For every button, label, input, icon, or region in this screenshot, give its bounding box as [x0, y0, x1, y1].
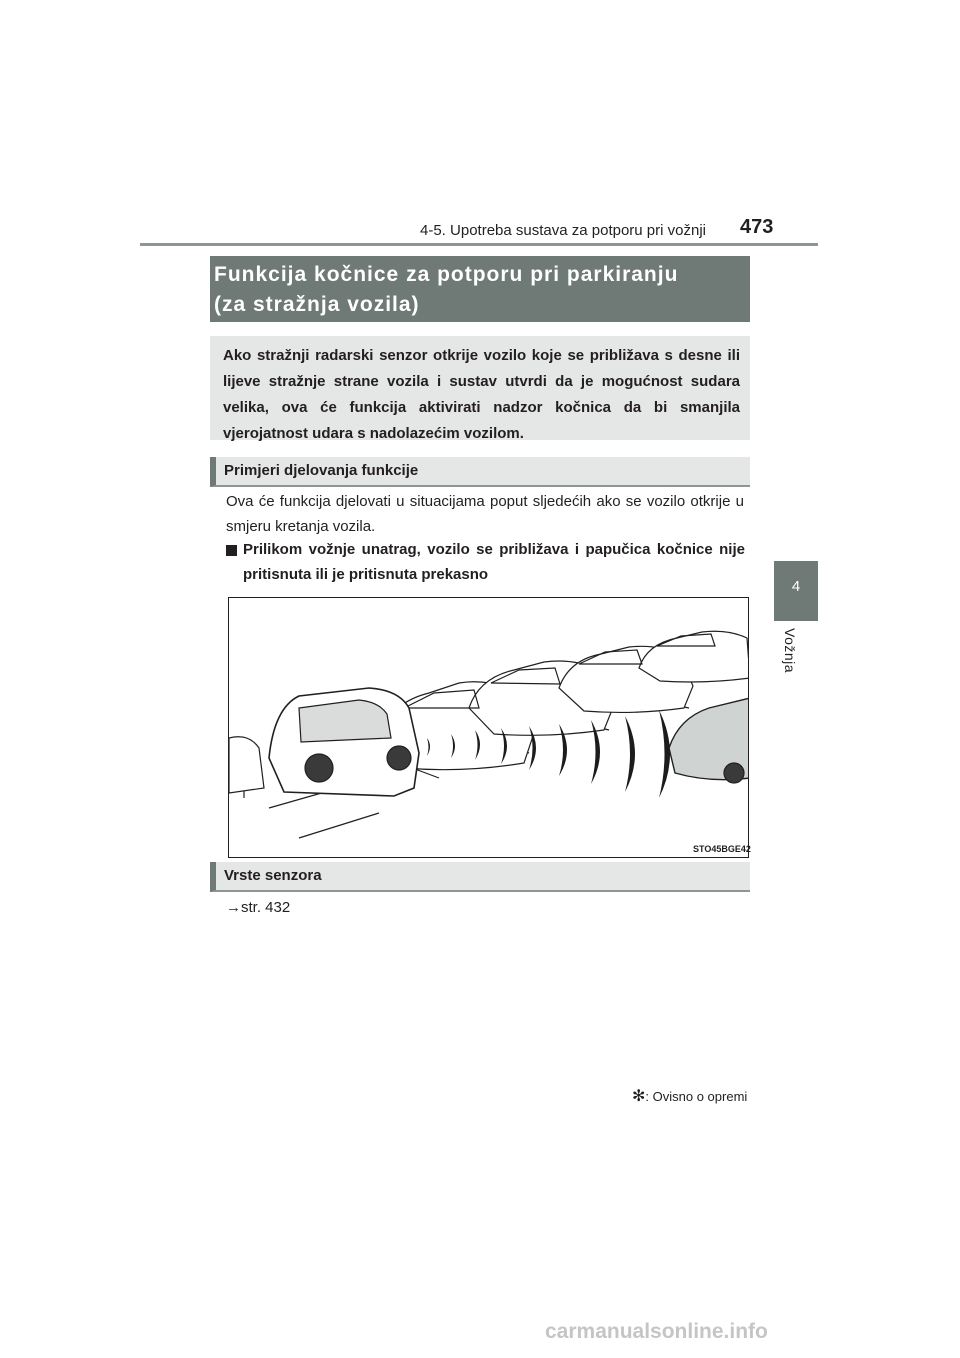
chapter-tab-number: 4: [791, 578, 801, 595]
footnote: [632, 1086, 747, 1106]
section-title-line2: (za stražnja vozila): [214, 293, 420, 316]
examples-body: Ova će funkcija djelovati u situacijama poput sljedećih ako se vozilo otkrije u smjeru kretanja vozila.: [226, 493, 744, 535]
parking-scene-svg: [229, 598, 749, 858]
chapter-tab-label: Vožnja: [782, 628, 798, 674]
bullet-text: Prilikom vožnje unatrag, vozilo se približava i papučica kočnice nije pritisnuta ili je pritisnuta prekasno: [243, 541, 745, 583]
section-title: [210, 256, 750, 322]
asterisk-icon: ✻: [632, 1088, 646, 1105]
watermark: carmanualsonline.info: [545, 1320, 768, 1343]
sensors-heading: Vrste senzora: [210, 862, 750, 892]
header-divider: [140, 243, 818, 246]
figure-code: STO45BGE42: [693, 844, 751, 854]
parking-illustration: [228, 597, 749, 858]
footnote-text: : Ovisno o opremi: [645, 1089, 748, 1104]
examples-heading: Primjeri djelovanja funkcije: [210, 457, 750, 487]
chapter-header: 4-5. Upotreba sustava za potporu pri vožnji: [420, 222, 706, 239]
intro-summary: Ako stražnji radarski senzor otkrije vozilo koje se približava s desne ili lijeve stražnje strane vozila i sustav utvrdi da je mogućnost sudara velika, ova će funkcija aktivirati nadzor kočnica da bi smanjila vjerojatnost udara s nadolazećim vozilom.: [210, 336, 750, 440]
bullet-square-icon: [226, 545, 237, 556]
page-number: 473: [740, 216, 774, 238]
section-title-line1: Funkcija kočnice za potporu pri parkiranju: [214, 263, 679, 286]
page-reference: →str. 432: [226, 899, 291, 916]
